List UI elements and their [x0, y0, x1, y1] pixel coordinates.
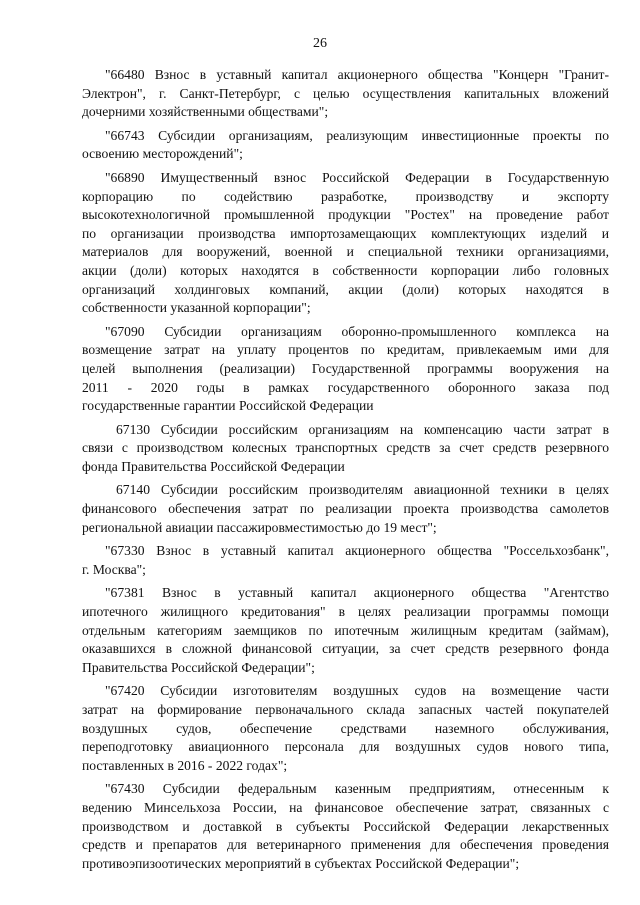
paragraph-line: 67130 Субсидии российским организациям на компенсацию части затрат в [116, 421, 609, 437]
budget-item-paragraph [82, 481, 609, 537]
paragraph-line: переподготовку авиационного персонала для воздушных судов нового типа, [82, 739, 609, 755]
paragraph-line: воздушных судов, обеспечение средствами наземного обслуживания, [82, 720, 609, 736]
paragraph-line: дочерними хозяйственными обществами"; [82, 104, 329, 120]
paragraph-line: "67430 Субсидии федеральным казенным предприятиям, отнесенным к [105, 781, 609, 797]
paragraph-line: поставленных в 2016 - 2022 годах"; [82, 757, 288, 773]
paragraph-line: материалов для вооружений, военной и специальной техники организациями, [82, 244, 609, 260]
paragraph-line: затрат на формирование первоначального склада запасных частей покупателей [82, 702, 609, 717]
paragraph-line: производством и доставкой в субъекты Российской Федерации лекарственных [82, 818, 609, 834]
paragraph-line: "67330 Взнос в уставный капитал акционерного общества "Россельхозбанк", [105, 543, 609, 559]
paragraph-line: высокотехнологичной промышленной продукции "Ростех" на проведение работ [82, 207, 609, 223]
paragraph-line: связи с производством колесных транспортных средств за счет средств резервного [82, 440, 609, 456]
paragraph-line: 67140 Субсидии российским производителям авиационной техники в целях [116, 482, 609, 498]
paragraph-line: "66480 Взнос в уставный капитал акционерного общества "Концерн "Гранит- [105, 67, 609, 82]
paragraph-line: оказавшихся в сложной финансовой ситуации, за счет средств резервного фонда [82, 641, 609, 657]
paragraph-line: "67420 Субсидии изготовителям воздушных судов на возмещение части [105, 683, 609, 699]
page-number: 26 [313, 36, 327, 51]
budget-item-paragraph [82, 127, 609, 164]
budget-item-paragraph [82, 682, 609, 775]
paragraph-line: акции (доли) которых находятся в собственности корпорации либо головных [82, 262, 609, 278]
paragraph-line: возмещение затрат на уплату процентов по кредитам, привлекаемым ими для [82, 342, 609, 358]
paragraph-line: "66890 Имущественный взнос Российской Федерации в Государственную [105, 169, 609, 185]
paragraph-line: освоению месторождений"; [82, 146, 243, 162]
paragraph-line: ведению Минсельхоза России, на финансовое обеспечение затрат, связанных с [82, 799, 609, 815]
budget-item-paragraph [82, 780, 609, 873]
budget-item-paragraph [82, 323, 609, 416]
paragraph-line: финансового обеспечения затрат по реализации проекта производства самолетов [82, 501, 609, 517]
paragraph-line: противоэпизоотических мероприятий в субъектах Российской Федерации"; [82, 855, 520, 871]
paragraph-line: региональной авиации пассажировместимостью до 19 мест"; [82, 519, 437, 535]
document-body [82, 66, 609, 878]
paragraph-line: организаций холдинговых компаний, акции (доли) которых находятся в [82, 281, 609, 297]
paragraph-line: г. Москва"; [82, 561, 146, 577]
paragraph-line: отдельным категориям заемщиков по ипотечным жилищным кредитам (займам), [82, 622, 609, 638]
paragraph-line: Правительства Российской Федерации"; [82, 659, 315, 675]
budget-item-paragraph [82, 66, 609, 122]
paragraph-line: ипотечного жилищного кредитования" в целях реализации программы помощи [82, 604, 609, 620]
budget-item-paragraph [82, 542, 609, 579]
paragraph-line: целей выполнения (реализации) Государственной программы вооружения на [82, 360, 609, 376]
paragraph-line: средств и препаратов для ветеринарного применения для обеспечения проведения [82, 837, 609, 853]
budget-item-paragraph [82, 169, 609, 318]
paragraph-line: "67381 Взнос в уставный капитал акционерного общества "Агентство [105, 585, 609, 601]
paragraph-line: Электрон", г. Санкт-Петербург, с целью осуществления капитальных вложений [82, 85, 609, 101]
paragraph-line: по организации производства импортозамещающих комплектующих изделий и [82, 225, 609, 241]
paragraph-line: фонда Правительства Российской Федерации [82, 458, 345, 474]
paragraph-line: государственные гарантии Российской Федерации [82, 398, 374, 414]
paragraph-line: собственности указанной корпорации"; [82, 300, 311, 316]
paragraph-line: "66743 Субсидии организациям, реализующим инвестиционные проекты по [105, 127, 609, 143]
budget-item-paragraph [82, 584, 609, 677]
paragraph-line: корпорацию по содействию разработке, производству и экспорту [82, 188, 609, 204]
budget-item-paragraph [82, 421, 609, 477]
paragraph-line: "67090 Субсидии организациям оборонно-промышленного комплекса на [105, 323, 609, 339]
paragraph-line: 2011 - 2020 годы в рамках государственного оборонного заказа под [82, 379, 609, 395]
